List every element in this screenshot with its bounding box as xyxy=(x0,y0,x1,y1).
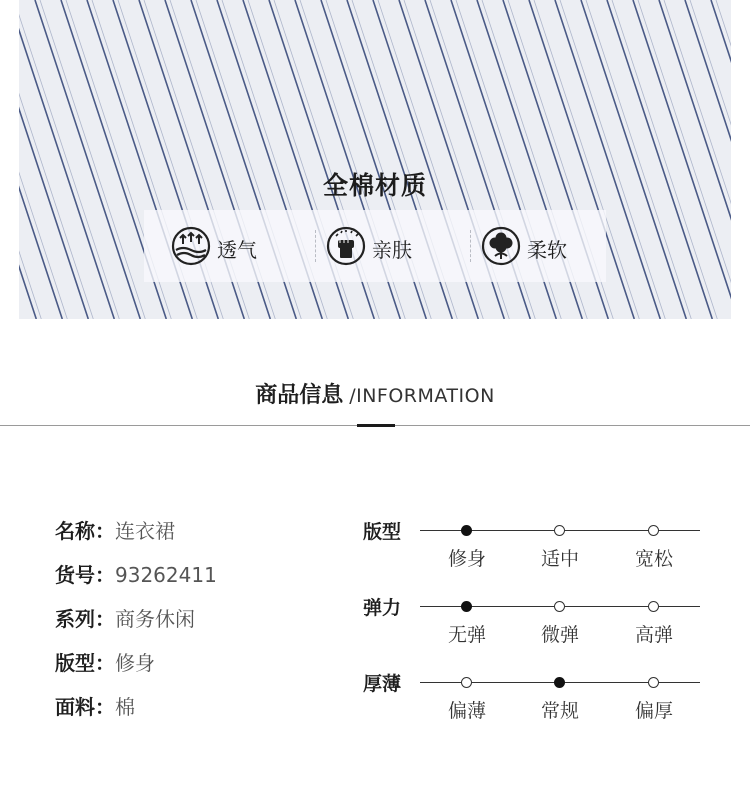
rating-label: 弹力 xyxy=(363,597,402,619)
fabric-banner xyxy=(19,0,731,319)
spec-row xyxy=(55,691,217,735)
rating-dot xyxy=(554,601,565,612)
rating-dot xyxy=(648,601,659,612)
rating-label: 厚薄 xyxy=(363,673,402,695)
feature-label: 柔软 xyxy=(527,238,567,262)
rating-option: 常规 xyxy=(540,700,579,722)
rating-dot xyxy=(461,525,472,536)
wind-waves-icon xyxy=(171,226,211,266)
spec-list xyxy=(55,515,217,735)
rating-option: 修身 xyxy=(447,548,486,570)
spec-row xyxy=(55,515,217,559)
spec-label: 系列： xyxy=(55,607,115,631)
section-title xyxy=(0,380,750,413)
spec-value: 修身 xyxy=(115,651,155,675)
rating-dot xyxy=(648,677,659,688)
rating-option: 高弹 xyxy=(634,624,673,646)
rating-option: 微弹 xyxy=(540,624,579,646)
spec-row xyxy=(55,559,217,603)
spec-row xyxy=(55,603,217,647)
section-title-en: /INFORMATION xyxy=(349,385,495,407)
spec-label: 面料： xyxy=(55,695,115,719)
rating-dot xyxy=(554,677,565,688)
rating-option: 偏厚 xyxy=(634,700,673,722)
spec-value: 棉 xyxy=(115,695,135,719)
spec-row xyxy=(55,647,217,691)
rating-fit xyxy=(363,517,713,577)
spec-value: 商务休闲 xyxy=(115,607,195,631)
spec-label: 名称： xyxy=(55,519,115,543)
divider xyxy=(470,230,471,262)
fist-icon xyxy=(326,226,366,266)
spec-label: 货号： xyxy=(55,563,115,587)
rating-option: 适中 xyxy=(540,548,579,570)
spec-value: 连衣裙 xyxy=(115,519,175,543)
rating-label: 版型 xyxy=(363,521,402,543)
rating-dot xyxy=(554,525,565,536)
spec-value: 93262411 xyxy=(115,563,217,587)
rating-thickness xyxy=(363,669,713,729)
feature-label: 透气 xyxy=(217,238,257,262)
section-accent-bar xyxy=(357,424,395,427)
spec-label: 版型： xyxy=(55,651,115,675)
rating-option: 宽松 xyxy=(634,548,673,570)
divider xyxy=(315,230,316,262)
section-title-zh: 商品信息 xyxy=(255,383,344,408)
feature-bar xyxy=(144,210,606,282)
rating-stretch xyxy=(363,593,713,653)
banner-title: 全棉材质 xyxy=(322,171,427,200)
rating-option: 无弹 xyxy=(447,624,486,646)
rating-dot xyxy=(648,525,659,536)
rating-dot xyxy=(461,601,472,612)
rating-option: 偏薄 xyxy=(447,700,486,722)
rating-dot xyxy=(461,677,472,688)
feature-label: 亲肤 xyxy=(372,238,412,262)
cotton-flower-icon xyxy=(481,226,521,266)
